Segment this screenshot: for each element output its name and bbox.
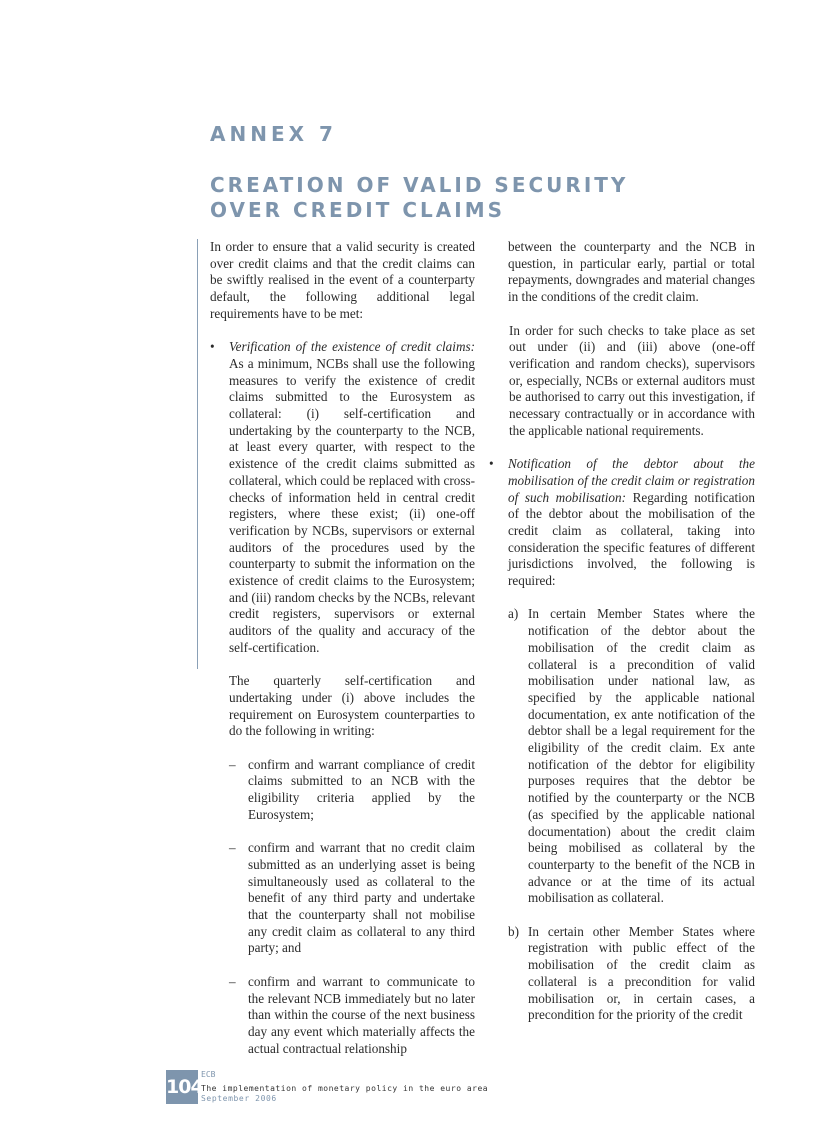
item-text: In certain other Member States where registration with public effect of the mobilisation of the credit claim as collateral is a precondition for valid mobilisation or, in certain cases, a precondition for the priority of the credit [528,923,755,1023]
dash-icon: – [229,756,236,772]
dash-item [210,974,475,1058]
dash-item [210,840,475,957]
quarterly-paragraph: The quarterly self-certification and undertaking under (i) above includes the requirement on Eurosystem counterparties to do the following in writing: [229,673,475,739]
bullet-heading: Notification of the debtor about the mobilisation of the credit claim or registration of such mobilisation: [508,456,755,505]
item-label: b) [508,923,519,939]
left-column [210,239,475,1057]
footer-date: September 2006 [201,1094,277,1103]
item-text: In certain Member States where the notification of the debtor about the mobilisation of the credit claim as collateral is a precondition of valid mobilisation under national law, as specified by the applicable national documentation, ex ante notification of the debtor shall be a legal requirement for the eligibility of the credit claim. Ex ante notification of the debtor for eligibility purposes requires that the debtor be notified by the counterparty or the NCB (as specified by the applicable national documentation) about the credit claim being mobilised as collateral by the counterparty to the benefit of the NCB in advance or at the time of its actual mobilisation as collateral. [528,606,755,906]
bullet-notification [489,456,755,590]
bullet-text: Regarding notification of the debtor about the mobilisation of the credit claim as collateral, taking into consideration the specific features of different jurisdictions involved, the following is required: [508,489,755,589]
dash-item-text: confirm and warrant compliance of credit claims submitted to an NCB with the eligibility criteria applied by the Eurosystem; [248,756,475,822]
bullet-heading: Verification of the existence of credit claims: [229,339,475,355]
checks-paragraph: In order for such checks to take place as set out under (ii) and (iii) above (one-off verification and random checks), supervisors or, especially, NCBs or external auditors must be authorised to carry out this investigation, if necessary contractually or in accordance with the applicable national requirements. [509,322,755,438]
continuation-paragraph: between the counterparty and the NCB in question, in particular early, partial or total repayments, downgrades and material changes in the conditions of the credit claim. [508,239,755,305]
dash-icon: – [229,840,236,856]
list-item-b [489,924,755,1024]
bullet-icon: • [210,339,215,355]
annex-label: ANNEX 7 [210,122,337,146]
column-rule [197,239,198,669]
page-number: 104 [166,1070,198,1104]
footer-publication: The implementation of monetary policy in the euro area [201,1084,489,1093]
bullet-text: As a minimum, NCBs shall use the following measures to verify the existence of credit claims submitted to the Eurosystem as collateral: (i) self-certification and undertaking by the counterparty to the NCB, at least every quarter, with respect to the existence of the credit claims submitted as collateral, which could be replaced with cross-checks of information held in central credit registers, where these exist; (ii) one-off verification by NCBs, supervisors or external auditors of the procedures used by the counterparty to submit the information on the existence of credit claims to the Eurosystem; and (iii) random checks by the NCBs, relevant credit registers, supervisors or external auditors of the quality and accuracy of the self-certification. [229,355,475,655]
item-label: a) [508,606,519,622]
bullet-icon: • [489,456,494,472]
dash-icon: – [229,973,236,989]
page-title: CREATION OF VALID SECURITY OVER CREDIT CLAIMS [210,173,629,222]
bullet-verification [210,339,475,656]
intro-paragraph: In order to ensure that a valid security is created over credit claims and that the credit claims can be swiftly realised in the event of a counterparty default, the following additional legal requirements have to be met: [210,239,475,321]
dash-item-text: confirm and warrant that no credit claim submitted as an underlying asset is being simultaneously used as collateral to the benefit of any third party and undertake that the counterparty shall not mobilise any credit claim as collateral to any third party; and [248,840,475,956]
right-column [489,239,755,1024]
list-item-a [489,606,755,907]
dash-item-text: confirm and warrant to communicate to the relevant NCB immediately but no later than within the course of the next business day any event which materially affects the actual contractual relationship [248,973,475,1056]
dash-item [210,757,475,824]
footer-publisher: ECB [201,1070,216,1079]
